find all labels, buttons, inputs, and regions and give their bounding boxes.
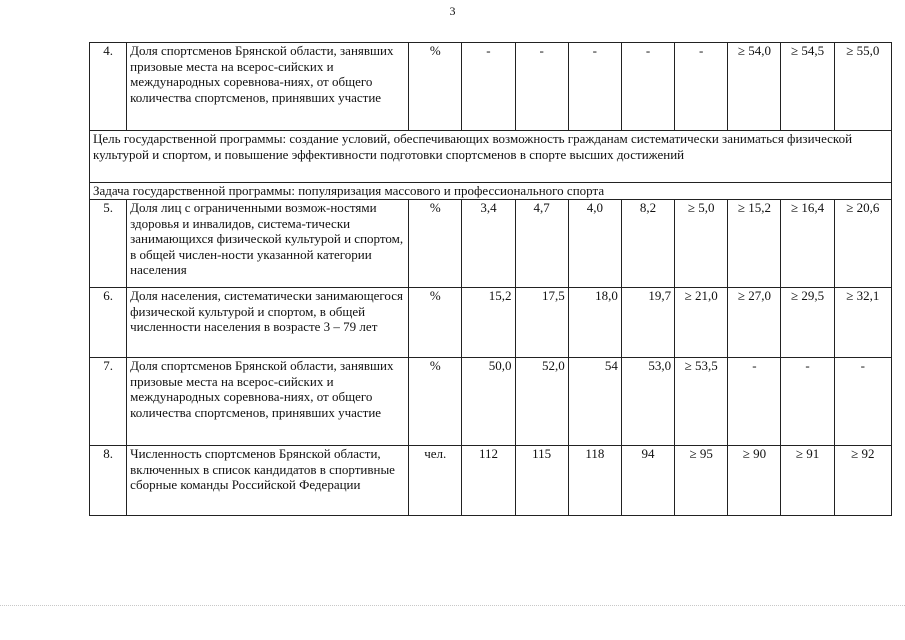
value-cell: - [834,358,891,446]
task-row [90,183,892,200]
value-cell: - [728,358,781,446]
row-number: 7. [90,358,127,446]
value-cell: ≥ 54,0 [728,43,781,131]
value-cell: 8,2 [621,200,674,288]
value-cell: - [568,43,621,131]
value-cell: ≥ 16,4 [781,200,834,288]
value-cell: - [462,43,515,131]
value-cell: 112 [462,446,515,516]
value-cell: 54 [568,358,621,446]
value-cell: 3,4 [462,200,515,288]
value-cell: ≥ 5,0 [675,200,728,288]
value-cell: ≥ 55,0 [834,43,891,131]
value-cell: 15,2 [462,288,515,358]
value-cell: ≥ 21,0 [675,288,728,358]
value-cell: - [621,43,674,131]
value-cell: 52,0 [515,358,568,446]
table-row [90,446,892,516]
value-cell: ≥ 20,6 [834,200,891,288]
indicator-name: Доля спортсменов Брянской области, занявших призовые места на всерос-сийских и международных соревнова-ниях, от общего количества спортсменов, принявших участие [127,43,409,131]
indicator-name: Численность спортсменов Брянской области, включенных в список кандидатов в спортивные сборные команды Российской Федерации [127,446,409,516]
value-cell: 4,7 [515,200,568,288]
value-cell: ≥ 27,0 [728,288,781,358]
table-row [90,200,892,288]
indicator-name: Доля спортсменов Брянской области, занявших призовые места на всерос-сийских и международных соревнова-ниях, от общего количества спортсменов, принявших участие [127,358,409,446]
value-cell: 17,5 [515,288,568,358]
indicator-name: Доля населения, систематически занимающегося физической культурой и спортом, в общей численности населения в возрасте 3 – 79 лет [127,288,409,358]
page-number: 3 [449,4,456,18]
value-cell: ≥ 90 [728,446,781,516]
value-cell: ≥ 29,5 [781,288,834,358]
row-number: 4. [90,43,127,131]
value-cell: 18,0 [568,288,621,358]
unit-cell: % [409,358,462,446]
goal-text: Цель государственной программы: создание условий, обеспечивающих возможность гражданам систематически заниматься физической культурой и спортом, и повышение эффективности подготовки спортсменов в спорте высших достижений [90,131,892,183]
value-cell: 19,7 [621,288,674,358]
value-cell: 4,0 [568,200,621,288]
row-number: 6. [90,288,127,358]
value-cell: ≥ 95 [675,446,728,516]
scan-edge-line [0,605,905,607]
row-number: 5. [90,200,127,288]
indicators-table [89,42,892,516]
task-text: Задача государственной программы: популяризация массового и профессионального спорта [90,183,892,200]
value-cell: ≥ 53,5 [675,358,728,446]
value-cell: - [515,43,568,131]
value-cell: ≥ 92 [834,446,891,516]
unit-cell: чел. [409,446,462,516]
unit-cell: % [409,288,462,358]
value-cell: 115 [515,446,568,516]
value-cell: 118 [568,446,621,516]
row-number: 8. [90,446,127,516]
value-cell: - [675,43,728,131]
indicator-name: Доля лиц с ограниченными возмож-ностями здоровья и инвалидов, система-тически занимающихся физической культурой и спортом, в общей числен-ности указанной категории населения [127,200,409,288]
table-row [90,358,892,446]
value-cell: 53,0 [621,358,674,446]
value-cell: 50,0 [462,358,515,446]
value-cell: ≥ 91 [781,446,834,516]
value-cell: 94 [621,446,674,516]
table-row [90,288,892,358]
value-cell: ≥ 15,2 [728,200,781,288]
goal-row [90,131,892,183]
table-row [90,43,892,131]
value-cell: - [781,358,834,446]
value-cell: ≥ 54,5 [781,43,834,131]
unit-cell: % [409,200,462,288]
value-cell: ≥ 32,1 [834,288,891,358]
unit-cell: % [409,43,462,131]
